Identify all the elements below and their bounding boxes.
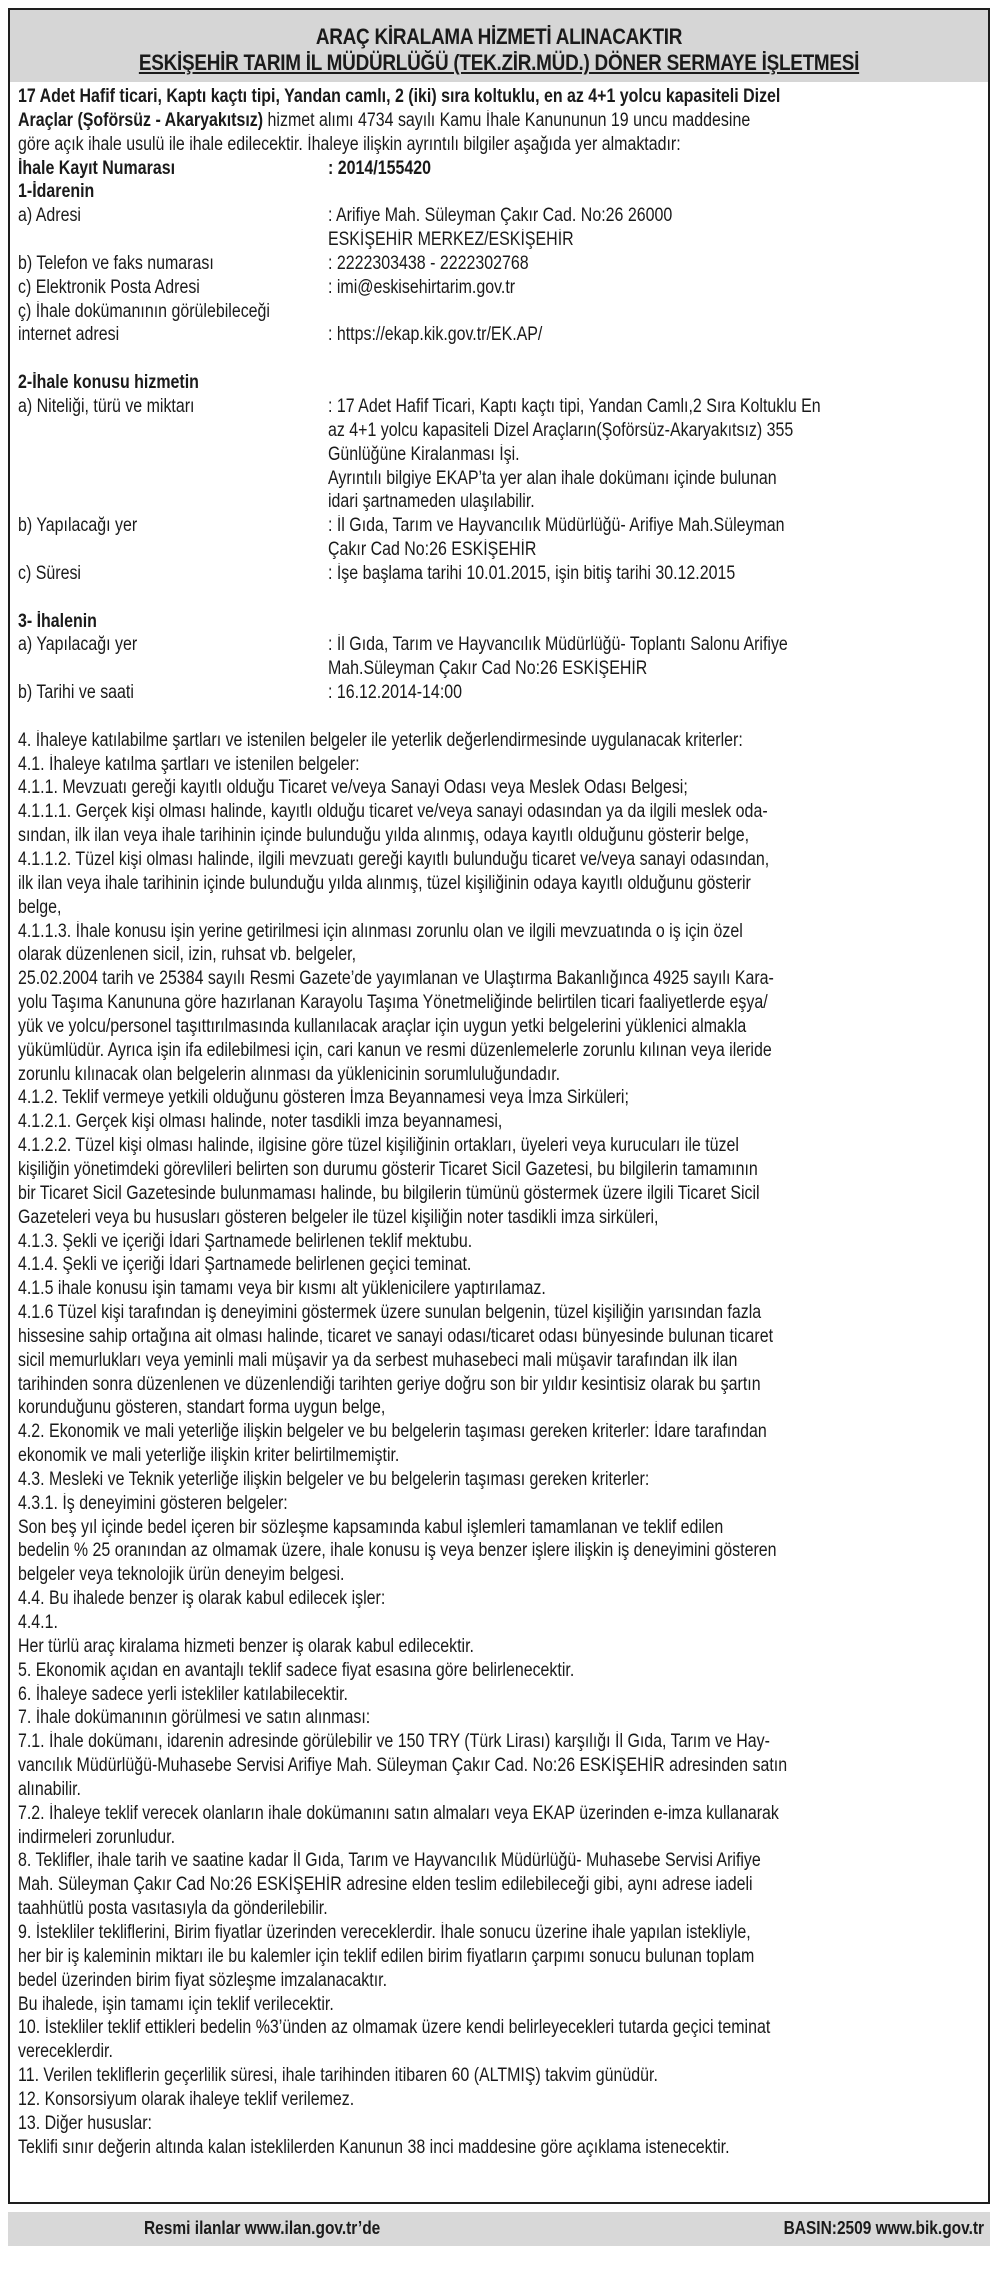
body-line: 4.1.4. Şekli ve içeriği İdari Şartnamede belirlenen geçici teminat. xyxy=(18,1254,472,1276)
intro-line-2 xyxy=(18,109,827,133)
section1-row-value: : Arifiye Mah. Süleyman Çakır Cad. No:26 26000 xyxy=(328,205,673,227)
body-line: vancılık Müdürlüğü-Muhasebe Servisi Arifiye Mah. Süleyman Çakır Cad. No:26 ESKİŞEHİR adresinden satın xyxy=(18,1755,788,1777)
announcement-body xyxy=(10,82,988,2159)
body-line: 4.1.2. Teklif vermeye yetkili olduğunu gösteren İmza Beyannamesi veya İmza Sirküleri; xyxy=(18,1087,629,1109)
body-line: 4.1.1.2. Tüzel kişi olması halinde, ilgili mevzuatı gereği kayıtlı bulunduğu ticaret ve/veya sanayi odasından, xyxy=(18,849,770,870)
section2-row-value: : İşe başlama tarihi 10.01.2015, işin bitiş tarihi 30.12.2015 xyxy=(328,562,736,584)
body-line: 4.1.2.1. Gerçek kişi olması halinde, noter tasdikli imza beyannamesi, xyxy=(18,1111,503,1133)
intro-line-1: 17 Adet Hafif ticari, Kaptı kaçtı tipi, Yandan camlı, 2 (iki) sıra koltuklu, en az 4+1 yolcu kapasiteli Dizel xyxy=(18,86,781,107)
body-line: Bu ihalede, işin tamamı için teklif verilecektir. xyxy=(18,1993,334,2015)
body-line: ilk ilan veya ihale tarihinin içinde bulunduğu yılda alınmış, tüzel kişiliğinin odaya kayıtlı olduğunu gösterir xyxy=(18,872,751,894)
section1-row-value: ESKİŞEHİR MERKEZ/ESKİŞEHİR xyxy=(328,229,574,251)
body-line: 7.2. İhaleye teklif verecek olanların ihale dokümanını satın almaları veya EKAP üzerinden e-imza kullanarak xyxy=(18,1802,779,1824)
section2-row-value: : İl Gıda, Tarım ve Hayvancılık Müdürlüğü- Arifiye Mah.Süleyman xyxy=(328,515,785,537)
body-line: 7. İhale dokümanının görülmesi ve satın alınması: xyxy=(18,1707,371,1729)
body-line: 4.1.3. Şekli ve içeriği İdari Şartnamede belirlenen teklif mektubu. xyxy=(18,1230,473,1252)
body-line: 8. Teklifler, ihale tarih ve saatine kadar İl Gıda, Tarım ve Hayvancılık Müdürlüğü- Muhasebe Servisi Arifiye xyxy=(18,1850,761,1872)
body-line: sicil memurlukları veya yeminli mali müşavir ya da serbest muhasebeci mali müşavir tarafından ilk ilan xyxy=(18,1349,738,1371)
body-line: belgeler veya teknolojik ürün deneyim belgesi. xyxy=(18,1564,345,1586)
section2-row xyxy=(18,514,981,562)
intro-bold-vehicles: Araçlar (Şoförsüz - Akaryakıtsız) xyxy=(18,109,264,131)
intro-line-3: göre açık ihale usulü ile ihale edilecektir. İhaleye ilişkin ayrıntılı bilgiler aşağıda yer almaktadır: xyxy=(18,133,681,155)
footer-bar xyxy=(8,2212,990,2246)
section2-row-value: idari şartnameden ulaşılabilir. xyxy=(328,491,535,513)
body-line: 4.1.1. Mevzuatı gereği kayıtlı olduğu Ticaret ve/veya Sanayi Odası veya Meslek Odası Belgesi; xyxy=(18,777,688,799)
section1-row xyxy=(18,204,981,252)
body-line: tarihinden sonra düzenlenen ve düzenlendiği tarihten geriye doğru son bir yıldır kesintisiz olarak bu şartın xyxy=(18,1373,761,1395)
body-line: 6. İhaleye sadece yerli istekliler katılabilecektir. xyxy=(18,1683,349,1705)
body-line: 12. Konsorsiyum olarak ihaleye teklif verilemez. xyxy=(18,2088,355,2110)
body-line: 9. İstekliler tekliflerini, Birim fiyatlar üzerinden vereceklerdir. İhale sonucu üzerine ihale yapılan istekliyle, xyxy=(18,1921,751,1943)
body-line: Her türlü araç kiralama hizmeti benzer iş olarak kabul edilecektir. xyxy=(18,1635,474,1657)
body-line: 4.3.1. İş deneyimini gösteren belgeler: xyxy=(18,1492,288,1514)
section1-row-value: : https://ekap.kik.gov.tr/EK.AP/ xyxy=(328,324,543,346)
section3-title: 3- İhalenin xyxy=(18,610,97,632)
section2-row-value: Çakır Cad No:26 ESKİŞEHİR xyxy=(328,539,537,561)
section1-row-label: c) Elektronik Posta Adresi xyxy=(18,276,200,298)
body-line: 4.1. İhaleye katılma şartları ve istenilen belgeler: xyxy=(18,753,360,775)
section2-row-label: c) Süresi xyxy=(18,562,81,584)
registry-value: : 2014/155420 xyxy=(328,157,431,179)
body-line: indirmeleri zorunludur. xyxy=(18,1826,176,1848)
footer-press-code: BASIN:2509 www.bik.gov.tr xyxy=(783,2218,984,2238)
section1-row-value: : 2222303438 - 2222302768 xyxy=(328,252,529,274)
section1-row xyxy=(18,252,981,276)
announcement-subtitle: ESKİŞEHİR TARIM İL MÜDÜRLÜĞÜ (TEK.ZİR.MÜD.) DÖNER SERMAYE İŞLETMESİ xyxy=(138,50,860,75)
section2-row-label: b) Yapılacağı yer xyxy=(18,515,138,537)
body-line: 10. İstekliler teklif ettikleri bedelin %3’ünden az olmamak üzere kendi belirleyecekleri tutarda geçici teminat xyxy=(18,2017,771,2039)
section2-row-label: a) Niteliği, türü ve miktarı xyxy=(18,395,195,417)
body-line: 4.1.2.2. Tüzel kişi olması halinde, ilgisine göre tüzel kişiliğinin ortakları, üyeleri veya kurucuları ile tüzel xyxy=(18,1135,739,1157)
body-line: belge, xyxy=(18,896,62,918)
body-line: Gazeteleri veya bu hususları gösteren belgeler ile tüzel kişiliğin noter tasdikli imza sirküleri, xyxy=(18,1206,659,1228)
section3-row-label: b) Tarihi ve saati xyxy=(18,682,134,704)
body-line: 4.4.1. xyxy=(18,1612,58,1633)
section2-row xyxy=(18,395,981,514)
body-line: 25.02.2004 tarih ve 25384 sayılı Resmi Gazete’de yayımlanan ve Ulaştırma Bakanlığınca 4925 sayılı Kara- xyxy=(18,968,774,990)
section1-row-value: : imi@eskisehirtarim.gov.tr xyxy=(328,276,516,298)
body-line: yükümlüdür. Ayrıca işin ifa edilebilmesi için, cari kanun ve resmi düzenlemelerle zorunlu kılınan veya ileride xyxy=(18,1039,772,1061)
body-line: 7.1. İhale dokümanı, idarenin adresinde görülebilir ve 150 TRY (Türk Lirası) karşılığı İl Gıda, Tarım ve Hay- xyxy=(18,1731,770,1753)
body-line: olarak düzenlenen sicil, izin, ruhsat vb. belgeler, xyxy=(18,944,357,966)
section1-row-label: internet adresi xyxy=(18,324,120,346)
body-line: 11. Verilen tekliflerin geçerlilik süresi, ihale tarihinden itibaren 60 (ALTMIŞ) takvim günüdür. xyxy=(18,2065,658,2087)
conditions-text xyxy=(18,729,981,2160)
section2-row-value: : 17 Adet Hafif Ticari, Kaptı kaçtı tipi, Yandan Camlı,2 Sıra Koltuklu En xyxy=(328,395,821,417)
section1-row xyxy=(18,300,981,324)
body-line: bir Ticaret Sicil Gazetesinde bulunmaması halinde, bu bilgilerin tümünü göstermek üzere ilgili Ticaret Sicil xyxy=(18,1182,760,1204)
body-line: 4.2. Ekonomik ve mali yeterliğe ilişkin belgeler ve bu belgelerin taşıması gereken kriterler: İdare tarafından xyxy=(18,1421,767,1443)
registry-row xyxy=(18,157,981,181)
section2-row-value: az 4+1 yolcu kapasiteli Dizel Araçların(Şoförsüz-Akaryakıtsız) 355 xyxy=(328,419,794,441)
body-line: kişiliğin yönetimdeki görevlileri belirten son durumu gösterir Ticaret Sicil Gazetesi, bu bilgilerin tamamının xyxy=(18,1158,758,1180)
body-line: 4.1.5 ihale konusu işin tamamı veya bir kısmı alt yüklenicilere yaptırılamaz. xyxy=(18,1278,546,1300)
section1-row-value xyxy=(328,300,877,324)
section1-row-label: a) Adresi xyxy=(18,205,81,227)
body-line: her bir iş kaleminin miktarı ile bu kalemler için teklif edilen birim fiyatların çarpımı sonucu bulunan toplam xyxy=(18,1945,755,1967)
body-line: 4.3. Mesleki ve Teknik yeterliğe ilişkin belgeler ve bu belgelerin taşıması gereken kriterler: xyxy=(18,1468,650,1490)
announcement-frame xyxy=(8,8,990,2204)
section1-row xyxy=(18,276,981,300)
section1-row-label: b) Telefon ve faks numarası xyxy=(18,252,214,274)
section3-row xyxy=(18,633,981,681)
intro-line-2-rest: hizmet alımı 4734 sayılı Kamu İhale Kanununun 19 uncu maddesine xyxy=(263,109,751,131)
body-line: 4.1.6 Tüzel kişi tarafından iş deneyimini göstermek üzere sunulan belgenin, tüzel kişiliğin yarısından fazla xyxy=(18,1302,762,1324)
body-line: korunduğunu gösteren, standart forma uygun belge, xyxy=(18,1397,386,1419)
body-line: ekonomik ve mali yeterliğe ilişkin kriter belirtilmemiştir. xyxy=(18,1445,400,1467)
announcement-title: ARAÇ KİRALAMA HİZMETİ ALINACAKTIR xyxy=(315,24,683,49)
body-line: 5. Ekonomik açıdan en avantajlı teklif sadece fiyat esasına göre belirlenecektir. xyxy=(18,1659,575,1681)
body-line: Son beş yıl içinde bedel içeren bir sözleşme kapsamında kabul işlemleri tamamlanan ve teklif edilen xyxy=(18,1516,724,1538)
section3-row-label: a) Yapılacağı yer xyxy=(18,634,138,656)
body-line: 13. Diğer hususlar: xyxy=(18,2112,152,2134)
section3-rows xyxy=(18,633,981,705)
body-line: Teklifi sınır değerin altında kalan isteklilerden Kanunun 38 inci maddesine göre açıklama istenecektir. xyxy=(18,2136,730,2158)
body-line: Mah. Süleyman Çakır Cad No:26 ESKİŞEHİR adresine elden teslim edilebileceği gibi, aynı adrese iadeli xyxy=(18,1874,753,1896)
footer-official-ads: Resmi ilanlar www.ilan.gov.tr’de xyxy=(144,2218,381,2238)
body-line: yolu Taşıma Kanununa göre hazırlanan Karayolu Taşıma Yönetmeliğinde belirtilen ticari faaliyetlerde eşya/ xyxy=(18,992,768,1014)
body-line: bedelin % 25 oranından az olmamak üzere, ihale konusu iş veya benzer işlere ilişkin iş deneyimini gösteren xyxy=(18,1540,777,1562)
section1-row xyxy=(18,323,981,347)
body-line: zorunlu kılınacak olan belgelerin alınması da yüklenicinin sorumluluğundadır. xyxy=(18,1063,561,1085)
body-line: 4.4. Bu ihalede benzer iş olarak kabul edilecek işler: xyxy=(18,1588,386,1610)
body-line: bedel üzerinden birim fiyat sözleşme imzalanacaktır. xyxy=(18,1969,388,1991)
body-line: hissesine sahip ortağına ait olması halinde, ticaret ve sanayi odası/ticaret odası bünyesinde bulunan ticaret xyxy=(18,1325,774,1347)
section2-title: 2-İhale konusu hizmetin xyxy=(18,372,199,394)
section2-row-value: Ayrıntılı bilgiye EKAP’ta yer alan ihale dokümanı içinde bulunan xyxy=(328,467,777,489)
body-line: sından, ilk ilan veya ihale tarihinin içinde bulunduğu yılda alınmış, odaya kayıtlı olduğunu gösterir belge, xyxy=(18,825,750,847)
section3-row-value: : İl Gıda, Tarım ve Hayvancılık Müdürlüğü- Toplantı Salonu Arifiye xyxy=(328,634,788,656)
registry-label: İhale Kayıt Numarası xyxy=(18,157,176,179)
body-line: vereceklerdir. xyxy=(18,2041,113,2063)
announcement-header xyxy=(10,10,988,82)
section3-row xyxy=(18,681,981,705)
section1-rows xyxy=(18,204,981,347)
body-line: yük ve yolcu/personel taşıttırılmasında kullanılacak araçlar için uygun yetki belgelerini yüklenici almakla xyxy=(18,1015,747,1037)
section1-row-label: ç) İhale dokümanının görülebileceği xyxy=(18,300,270,322)
body-line: alınabilir. xyxy=(18,1778,81,1800)
body-line: 4.1.1.3. İhale konusu işin yerine getirilmesi için alınması zorunlu olan ve ilgili mevzuatında o iş için özel xyxy=(18,920,743,942)
section2-rows xyxy=(18,395,981,586)
section3-row-value: Mah.Süleyman Çakır Cad No:26 ESKİŞEHİR xyxy=(328,658,648,680)
section3-row-value: : 16.12.2014-14:00 xyxy=(328,682,463,704)
body-line: 4. İhaleye katılabilme şartları ve istenilen belgeler ile yeterlik değerlendirmesinde uygulanacak kriterler: xyxy=(18,729,743,751)
section1-title: 1-İdarenin xyxy=(18,181,95,203)
body-line: taahhütlü posta vasıtasıyla da gönderilebilir. xyxy=(18,1898,328,1920)
body-line: 4.1.1.1. Gerçek kişi olması halinde, kayıtlı olduğu ticaret ve/veya sanayi odasından ya da ilgili meslek oda- xyxy=(18,801,768,823)
section2-row-value: Günlüğüne Kiralanması İşi. xyxy=(328,443,520,465)
section2-row xyxy=(18,562,981,586)
